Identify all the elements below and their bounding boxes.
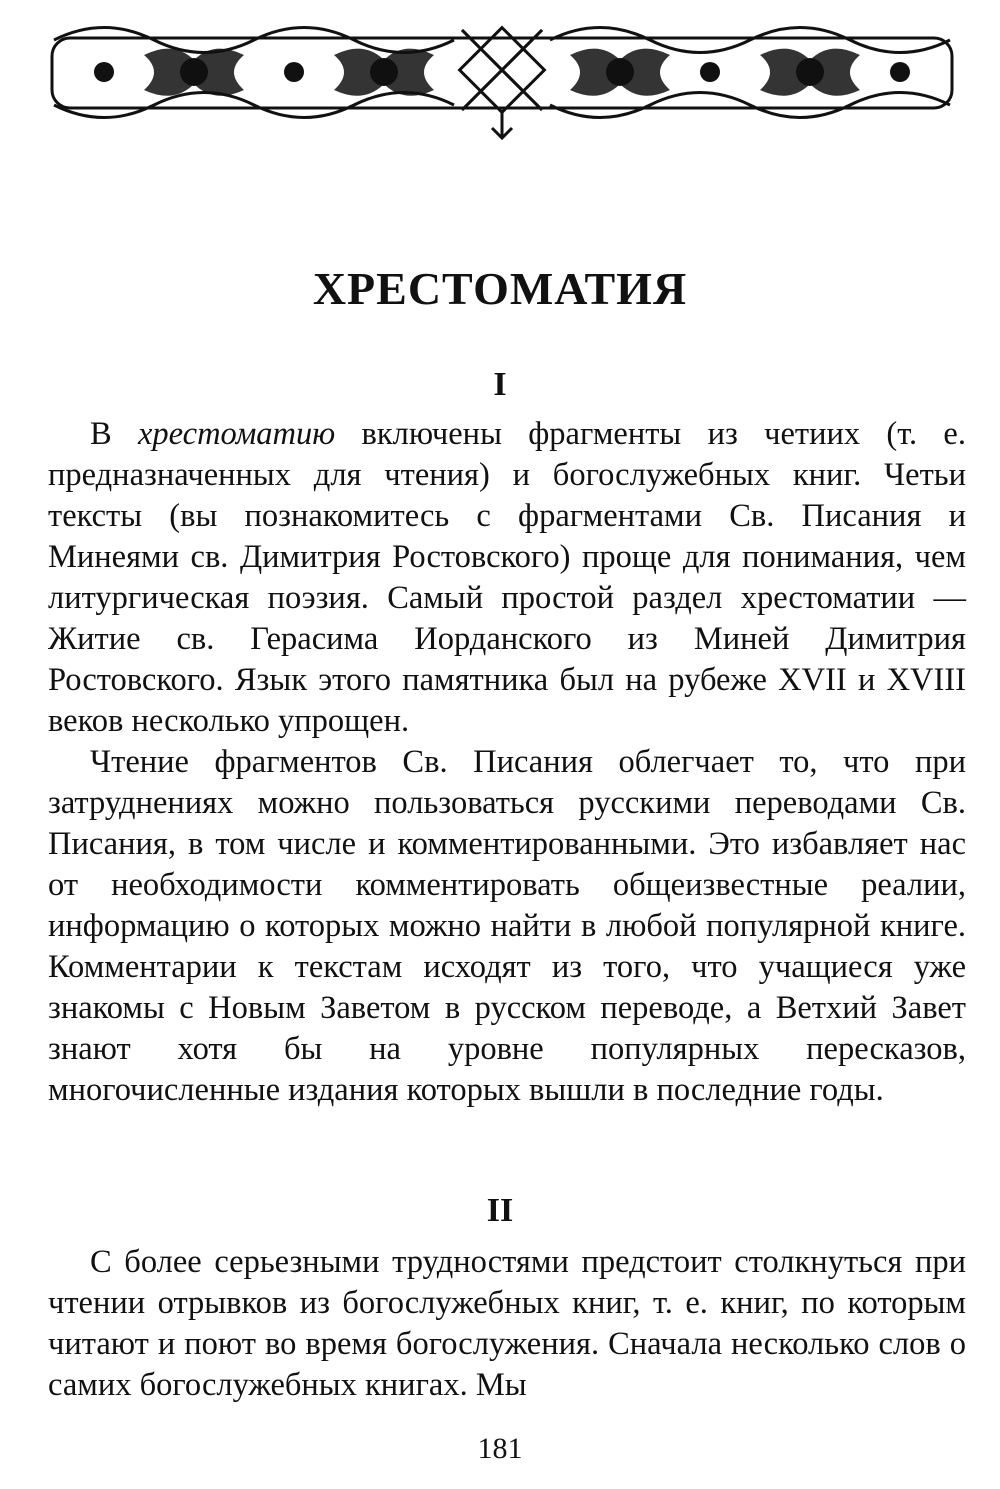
paragraph-lead: В [90,416,138,452]
page-number: 181 [477,1432,523,1465]
paragraph: Чтение фрагментов Св. Писания облегчает то, что при затруднениях можно пользоваться русскими переводами Св. Писания, в том числе и комментированными. Это избавляет нас от необходимости комментировать общеизвестные реалии, информацию о которых можно найти в любой популярной книге. Комментарии к текстам исходят из того, что учащиеся уже знакомы с Новым Заветом в русском переводе, а Ветхий Завет знают хотя бы на уровне популярных пересказов, многочисленные издания которых вышли в последние годы. [48,744,966,1108]
section-number-2: II [486,1192,514,1229]
paragraph [48,414,966,742]
section-2-body [48,1242,966,1406]
paragraph-text: включены фрагменты из четиих (т. е. предназначенных для чтения) и богослужебных книг. Четьи тексты (вы познакомитесь с фрагментами Св. Писания и Минеями св. Димитрия Ростовского) проще для понимания, чем литургическая поэзия. Самый простой раздел хрестоматии — Житие св. Герасима Иорданского из Миней Димитрия Ростовского. Язык этого памятника был на рубеже XVII и XVIII веков несколько упрощен. [48,416,966,739]
section-1-body [48,414,966,1111]
decorative-headpiece-ornament [44,10,960,145]
page-title: ХРЕСТОМАТИЯ [312,263,688,314]
paragraph: С более серьезными трудностями предстоит столкнуться при чтении отрывков из богослужебных книг, т. е. книг, по которым читают и поют во время богослужения. Сначала несколько слов о самих богослужебных книгах. Мы [48,1244,966,1403]
emphasized-term: хрестоматию [137,416,336,452]
section-number-1: I [493,366,507,403]
